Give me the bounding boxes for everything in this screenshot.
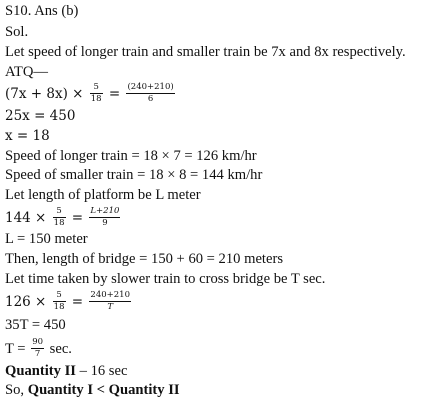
fraction-5-over-18: $\frac{5}{18}$ — [90, 82, 102, 104]
equation-7-lhs: T = — [5, 340, 26, 357]
equation-5-lhs: 126 × — [5, 294, 47, 310]
equals-sign: = — [108, 86, 121, 102]
platform-assumption: Let length of platform be L meter — [5, 187, 201, 203]
equation-line-1 — [5, 84, 177, 105]
conclusion-relation: Quantity I < Quantity II — [27, 382, 180, 398]
equation-line-4 — [5, 208, 122, 229]
atq-label: ATQ— — [5, 64, 48, 80]
equation-7-rhs: sec. — [49, 340, 72, 357]
equals-sign: = — [71, 294, 84, 310]
smaller-train-speed: Speed of smaller train = 18 × 8 = 144 km/hr — [5, 167, 263, 183]
equation-4-lhs: 144 × — [5, 210, 47, 226]
platform-length-result: L = 150 meter — [5, 231, 88, 247]
equation-line-6: 35T = 450 — [5, 317, 66, 333]
conclusion-prefix: So, — [5, 382, 28, 398]
solution-label: Sol. — [5, 24, 29, 40]
fraction-5-over-18: $\frac{5}{18}$ — [53, 206, 65, 228]
fraction-5-over-18: $\frac{5}{18}$ — [53, 290, 65, 312]
equation-line-2: 25x = 450 — [5, 108, 76, 124]
quantity-ii-result — [5, 363, 127, 379]
equals-sign: = — [71, 210, 84, 226]
quantity-ii-label: Quantity II — [5, 363, 76, 379]
fraction-lengths-over-time: $\frac{(240+210)}{6}$ — [127, 82, 174, 104]
quantity-ii-value: – 16 sec — [75, 363, 128, 379]
equation-line-7 — [5, 339, 72, 360]
bridge-length: Then, length of bridge = 150 + 60 = 210 meters — [5, 251, 284, 267]
fraction-platform-over-time: $\frac{L+210}{9}$ — [90, 206, 120, 228]
speed-ratio-statement: Let speed of longer train and smaller train be 7x and 8x respectively. — [5, 44, 406, 60]
answer-heading: S10. Ans (b) — [5, 3, 79, 19]
fraction-90-over-7: $\frac{90}{7}$ — [32, 337, 44, 359]
time-assumption: Let time taken by slower train to cross bridge be T sec. — [5, 271, 326, 287]
equation-line-3: x = 18 — [5, 128, 50, 144]
equation-line-5 — [5, 292, 133, 313]
longer-train-speed: Speed of longer train = 18 × 7 = 126 km/hr — [5, 148, 257, 164]
equation-1-lhs: (7x + 8x) × — [5, 86, 84, 102]
final-conclusion — [5, 382, 180, 398]
fraction-distance-over-t: $\frac{240+210}{T}$ — [90, 290, 130, 312]
